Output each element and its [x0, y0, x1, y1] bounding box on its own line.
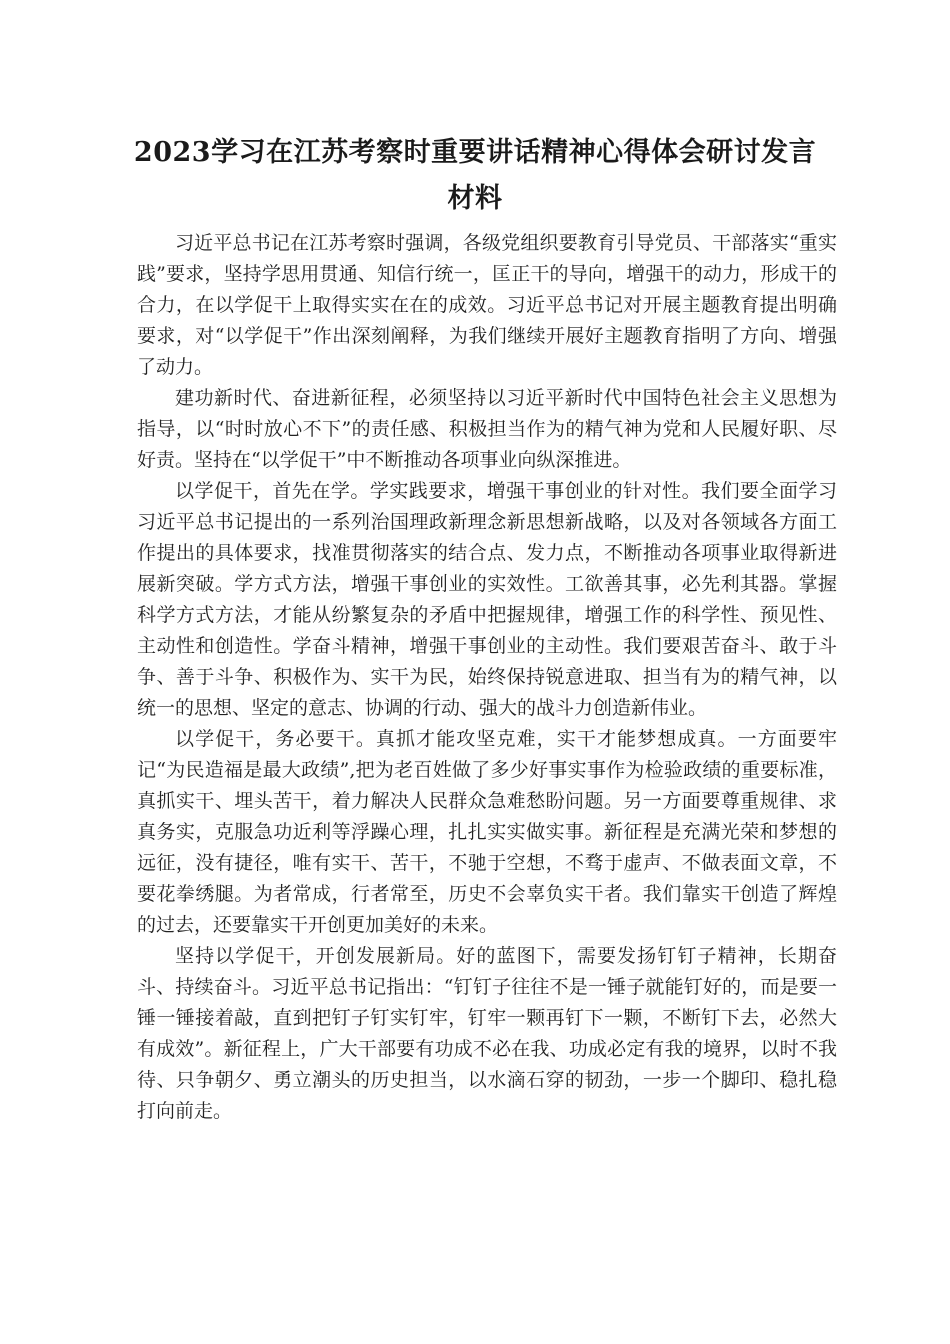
paragraph-3: 以学促干，首先在学。学实践要求，增强干事创业的针对性。我们要全面学习习近平总书记提出的一系列治国理政新理念新思想新战略，以及对各领域各方面工作提出的具体要求，找准贯彻落实的结合点、发力点，不断推动各项事业取得新进展新突破。学方式方法，增强干事创业的实效性。工欲善其事，必先利其器。掌握科学方式方法，才能从纷繁复杂的矛盾中把握规律，增强工作的科学性、预见性、主动性和创造性。学奋斗精神，增强干事创业的主动性。我们要艰苦奋斗、敢于斗争、善于斗争、积极作为、实干为民，始终保持锐意进取、担当有为的精气神，以统一的思想、坚定的意志、协调的行动、强大的战斗力创造新伟业。 — [137, 480, 837, 719]
paragraph-4: 以学促干，务必要干。真抓才能攻坚克难，实干才能梦想成真。一方面要牢记“为民造福是最大政绩”,把为老百姓做了多少好事实事作为检验政绩的重要标准，真抓实干、埋头苦干，着力解决人民群众急难愁盼问题。另一方面要尊重规律、求真务实，克服急功近利等浮躁心理，扎扎实实做实事。新征程是充满光荣和梦想的远征，没有捷径，唯有实干、苦干，不驰于空想，不骛于虚声、不做表面文章，不要花拳绣腿。为者常成，行者常至，历史不会辜负实干者。我们靠实干创造了辉煌的过去，还要靠实干开创更加美好的未来。 — [137, 728, 837, 936]
paragraph-5: 坚持以学促干，开创发展新局。好的蓝图下，需要发扬钉钉子精神，长期奋斗、持续奋斗。习近平总书记指出：“钉钉子往往不是一锤子就能钉好的，而是要一锤一锤接着敲，直到把钉子钉实钉牢，钉牢一颗再钉下一颗，不断钉下去，必然大有成效”。新征程上，广大干部要有功成不必在我、功成必定有我的境界，以时不我待、只争朝夕、勇立潮头的历史担当，以水滴石穿的韧劲，一步一个脚印、稳扎稳打向前走。 — [137, 945, 837, 1122]
document-title-line-1: 2023学习在江苏考察时重要讲话精神心得体会研讨发言 — [133, 137, 817, 168]
document-title-line-2: 材料 — [447, 183, 503, 214]
document-body — [137, 228, 837, 1127]
paragraph-1: 习近平总书记在江苏考察时强调，各级党组织要教育引导党员、干部落实“重实践”要求，坚持学思用贯通、知信行统一，匡正干的导向，增强干的动力，形成干的合力，在以学促干上取得实实在在的成效。习近平总书记对开展主题教育提出明确要求，对“以学促干”作出深刻阐释，为我们继续开展好主题教育指明了方向、增强了动力。 — [137, 232, 837, 378]
paragraph-2: 建功新时代、奋进新征程，必须坚持以习近平新时代中国特色社会主义思想为指导，以“时时放心不下”的责任感、积极担当作为的精气神为党和人民履好职、尽好责。坚持在“以学促干”中不断推动各项事业向纵深推进。 — [137, 387, 837, 471]
